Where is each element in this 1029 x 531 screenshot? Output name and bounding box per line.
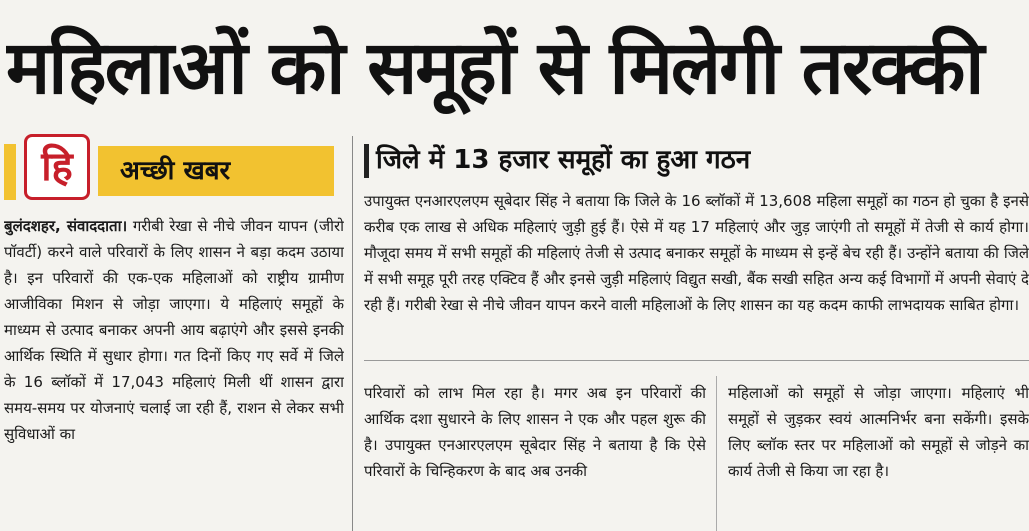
column-b-text: महिलाओं को समूहों से जोड़ा जाएगा। महिलाएं भी समूहों से जुड़कर स्वयं आत्मनिर्भर बना सकेंगी। इसके लिए ब्लॉक स्तर पर महिलाओं को समूहों से जोड़ने का कार्य तेजी से किया जा रहा है।	[728, 384, 1029, 480]
top-right-text: उपायुक्त एनआरएलएम सूबेदार सिंह ने बताया कि जिले के 16 ब्लॉकों में 13,608 महिला समूहों का गठन हो चुका है इनसे करीब एक लाख से अधिक महिलाएं जुड़ी हुई हैं। ऐसे में यह 17 महिलाएं और जुड़ जाएंगी तो समूहों में तेजी से कार्य होगा। मौजूदा समय में सभी समूहों की महिलाएं तेजी से उत्पाद बनाकर समूहों के माध्यम से इन्हें बेच रही हैं। उन्होंने बताया की जिले में सभी समूह पूरी तरह एक्टिव हैं और इनसे जुड़ी महिलाएं विद्युत सखी, बैंक सखी सहित अन्य कई विभागों में अपनी सेवाएं दे रही हैं। गरीबी रेखा से नीचे जीवन यापन करने वाली महिलाओं के लिए शासन का यह कदम काफी लाभदायक साबित होगा।	[364, 192, 1029, 314]
logo-glyph: हि	[41, 144, 73, 190]
dateline: बुलंदशहर, संवाददाता।	[4, 217, 128, 235]
left-column-body: गरीबी रेखा से नीचे जीवन यापन (जीरो पॉवर्टी) करने वाले परिवारों के लिए शासन ने बड़ा कदम उठाया है। इन परिवारों की एक-एक महिलाओं को राष्ट्रीय ग्रामीण आजीविका मिशन से जोड़ा जाएगा। ये महिलाएं समूहों के माध्यम से उत्पाद बनाकर अपनी आय बढ़ाएंगे और इससे इनकी आर्थिक स्थिति में सुधार होगा। गत दिनों किए गए सर्वे में जिले के 16 ब्लॉकों में 17,043 महिलाएं मिली थीं शासन द्वारा समय-समय पर योजनाएं चलाई जा रही हैं, राशन से लेकर सभी सुविधाओं का	[4, 217, 344, 443]
section-tag	[98, 146, 334, 196]
left-column-text	[4, 213, 344, 531]
headline: महिलाओं को समूहों से मिलेगी तरक्की	[6, 25, 983, 111]
subheadline-marker	[364, 144, 369, 178]
column-divider-2	[716, 376, 717, 531]
section-tag-label: अच्छी खबर	[120, 156, 231, 186]
column-divider	[352, 136, 353, 531]
hindustan-logo-icon	[24, 134, 90, 200]
column-a-text: परिवारों को लाभ मिल रहा है। मगर अब इन परिवारों की आर्थिक दशा सुधारने के लिए शासन ने एक और पहल शुरू की है। उपायुक्त एनआरएलएम सूबेदार सिंह ने बताया है कि ऐसे परिवारों के चिन्हिकरण के बाद अब उनकी	[364, 384, 706, 480]
horizontal-divider	[364, 360, 1029, 361]
subheadline: जिले में 13 हजार समूहों का हुआ गठन	[376, 145, 751, 175]
accent-strip	[4, 144, 16, 200]
